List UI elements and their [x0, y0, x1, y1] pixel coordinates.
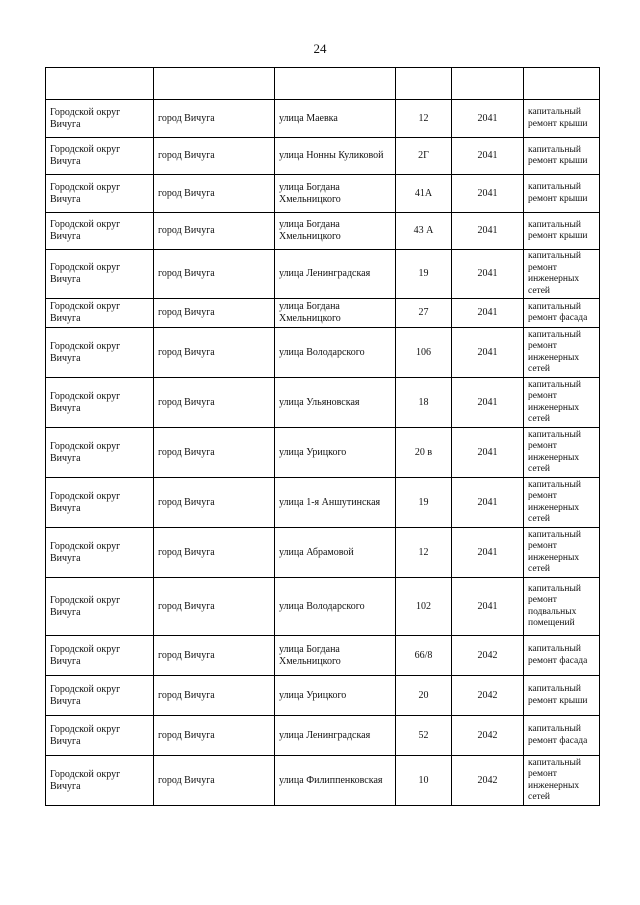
city-cell: город Вичуга — [154, 478, 275, 528]
street-cell: улица Ленинградская — [275, 250, 396, 299]
street-cell: улица Богдана Хмельницкого — [275, 213, 396, 250]
district-cell: Городской округ Вичуга — [46, 756, 154, 806]
street-cell: улица Володарского — [275, 328, 396, 378]
empty-cell — [154, 68, 275, 100]
district-cell: Городской округ Вичуга — [46, 100, 154, 138]
district-cell: Городской округ Вичуга — [46, 250, 154, 299]
city-cell: город Вичуга — [154, 138, 275, 175]
work-type-cell: капитальный ремонт инженерных сетей — [524, 528, 600, 578]
table-row — [46, 676, 600, 716]
city-cell: город Вичуга — [154, 213, 275, 250]
street-cell: улица Урицкого — [275, 428, 396, 478]
street-cell: улица Абрамовой — [275, 528, 396, 578]
work-type-cell: капитальный ремонт крыши — [524, 138, 600, 175]
year-cell: 2041 — [452, 175, 524, 213]
street-cell: улица Ленинградская — [275, 716, 396, 756]
house-number-cell: 20 — [396, 676, 452, 716]
year-cell: 2041 — [452, 299, 524, 328]
year-cell: 2041 — [452, 213, 524, 250]
repair-schedule-table — [45, 67, 600, 806]
city-cell: город Вичуга — [154, 676, 275, 716]
house-number-cell: 43 А — [396, 213, 452, 250]
district-cell: Городской округ Вичуга — [46, 328, 154, 378]
year-cell: 2041 — [452, 428, 524, 478]
year-cell: 2041 — [452, 138, 524, 175]
table-row — [46, 175, 600, 213]
table-row — [46, 378, 600, 428]
page-number: 24 — [313, 41, 327, 56]
city-cell: город Вичуга — [154, 636, 275, 676]
work-type-cell: капитальный ремонт подвальных помещений — [524, 578, 600, 636]
work-type-cell: капитальный ремонт инженерных сетей — [524, 250, 600, 299]
house-number-cell: 20 в — [396, 428, 452, 478]
table-body — [46, 68, 600, 806]
year-cell: 2042 — [452, 756, 524, 806]
year-cell: 2042 — [452, 716, 524, 756]
work-type-cell: капитальный ремонт инженерных сетей — [524, 428, 600, 478]
work-type-cell: капитальный ремонт инженерных сетей — [524, 328, 600, 378]
house-number-cell: 12 — [396, 100, 452, 138]
city-cell: город Вичуга — [154, 528, 275, 578]
table-header-continuation-row — [46, 68, 600, 100]
work-type-cell: капитальный ремонт фасада — [524, 636, 600, 676]
street-cell: улица 1-я Аншутинская — [275, 478, 396, 528]
work-type-cell: капитальный ремонт инженерных сетей — [524, 378, 600, 428]
table-row — [46, 578, 600, 636]
district-cell: Городской округ Вичуга — [46, 716, 154, 756]
work-type-cell: капитальный ремонт крыши — [524, 100, 600, 138]
district-cell: Городской округ Вичуга — [46, 213, 154, 250]
street-cell: улица Маевка — [275, 100, 396, 138]
district-cell: Городской округ Вичуга — [46, 428, 154, 478]
table-row — [46, 478, 600, 528]
work-type-cell: капитальный ремонт инженерных сетей — [524, 756, 600, 806]
city-cell: город Вичуга — [154, 299, 275, 328]
city-cell: город Вичуга — [154, 250, 275, 299]
district-cell: Городской округ Вичуга — [46, 636, 154, 676]
table-row — [46, 100, 600, 138]
table-row — [46, 636, 600, 676]
city-cell: город Вичуга — [154, 716, 275, 756]
table-row — [46, 213, 600, 250]
district-cell: Городской округ Вичуга — [46, 378, 154, 428]
district-cell: Городской округ Вичуга — [46, 578, 154, 636]
house-number-cell: 52 — [396, 716, 452, 756]
city-cell: город Вичуга — [154, 378, 275, 428]
table-row — [46, 428, 600, 478]
house-number-cell: 18 — [396, 378, 452, 428]
street-cell: улица Богдана Хмельницкого — [275, 175, 396, 213]
year-cell: 2041 — [452, 528, 524, 578]
year-cell: 2041 — [452, 378, 524, 428]
district-cell: Городской округ Вичуга — [46, 138, 154, 175]
work-type-cell: капитальный ремонт крыши — [524, 213, 600, 250]
table-row — [46, 528, 600, 578]
house-number-cell: 12 — [396, 528, 452, 578]
table-row — [46, 328, 600, 378]
work-type-cell: капитальный ремонт фасада — [524, 716, 600, 756]
street-cell: улица Ульяновская — [275, 378, 396, 428]
empty-cell — [524, 68, 600, 100]
city-cell: город Вичуга — [154, 578, 275, 636]
street-cell: улица Урицкого — [275, 676, 396, 716]
house-number-cell: 106 — [396, 328, 452, 378]
house-number-cell: 10 — [396, 756, 452, 806]
empty-cell — [275, 68, 396, 100]
empty-cell — [396, 68, 452, 100]
house-number-cell: 19 — [396, 250, 452, 299]
house-number-cell: 66/8 — [396, 636, 452, 676]
city-cell: город Вичуга — [154, 100, 275, 138]
year-cell: 2041 — [452, 250, 524, 299]
house-number-cell: 19 — [396, 478, 452, 528]
year-cell: 2041 — [452, 328, 524, 378]
street-cell: улица Богдана Хмельницкого — [275, 636, 396, 676]
work-type-cell: капитальный ремонт крыши — [524, 676, 600, 716]
house-number-cell: 102 — [396, 578, 452, 636]
year-cell: 2042 — [452, 676, 524, 716]
empty-cell — [452, 68, 524, 100]
table-row — [46, 756, 600, 806]
district-cell: Городской округ Вичуга — [46, 528, 154, 578]
year-cell: 2041 — [452, 578, 524, 636]
work-type-cell: капитальный ремонт крыши — [524, 175, 600, 213]
district-cell: Городской округ Вичуга — [46, 478, 154, 528]
street-cell: улица Филиппенковская — [275, 756, 396, 806]
street-cell: улица Володарского — [275, 578, 396, 636]
city-cell: город Вичуга — [154, 175, 275, 213]
district-cell: Городской округ Вичуга — [46, 175, 154, 213]
table-row — [46, 250, 600, 299]
year-cell: 2041 — [452, 478, 524, 528]
house-number-cell: 27 — [396, 299, 452, 328]
house-number-cell: 2Г — [396, 138, 452, 175]
empty-cell — [46, 68, 154, 100]
city-cell: город Вичуга — [154, 328, 275, 378]
work-type-cell: капитальный ремонт инженерных сетей — [524, 478, 600, 528]
house-number-cell: 41А — [396, 175, 452, 213]
table-row — [46, 299, 600, 328]
district-cell: Городской округ Вичуга — [46, 676, 154, 716]
year-cell: 2042 — [452, 636, 524, 676]
work-type-cell: капитальный ремонт фасада — [524, 299, 600, 328]
city-cell: город Вичуга — [154, 756, 275, 806]
year-cell: 2041 — [452, 100, 524, 138]
city-cell: город Вичуга — [154, 428, 275, 478]
street-cell: улица Богдана Хмельницкого — [275, 299, 396, 328]
table-row — [46, 138, 600, 175]
district-cell: Городской округ Вичуга — [46, 299, 154, 328]
table-row — [46, 716, 600, 756]
street-cell: улица Нонны Куликовой — [275, 138, 396, 175]
